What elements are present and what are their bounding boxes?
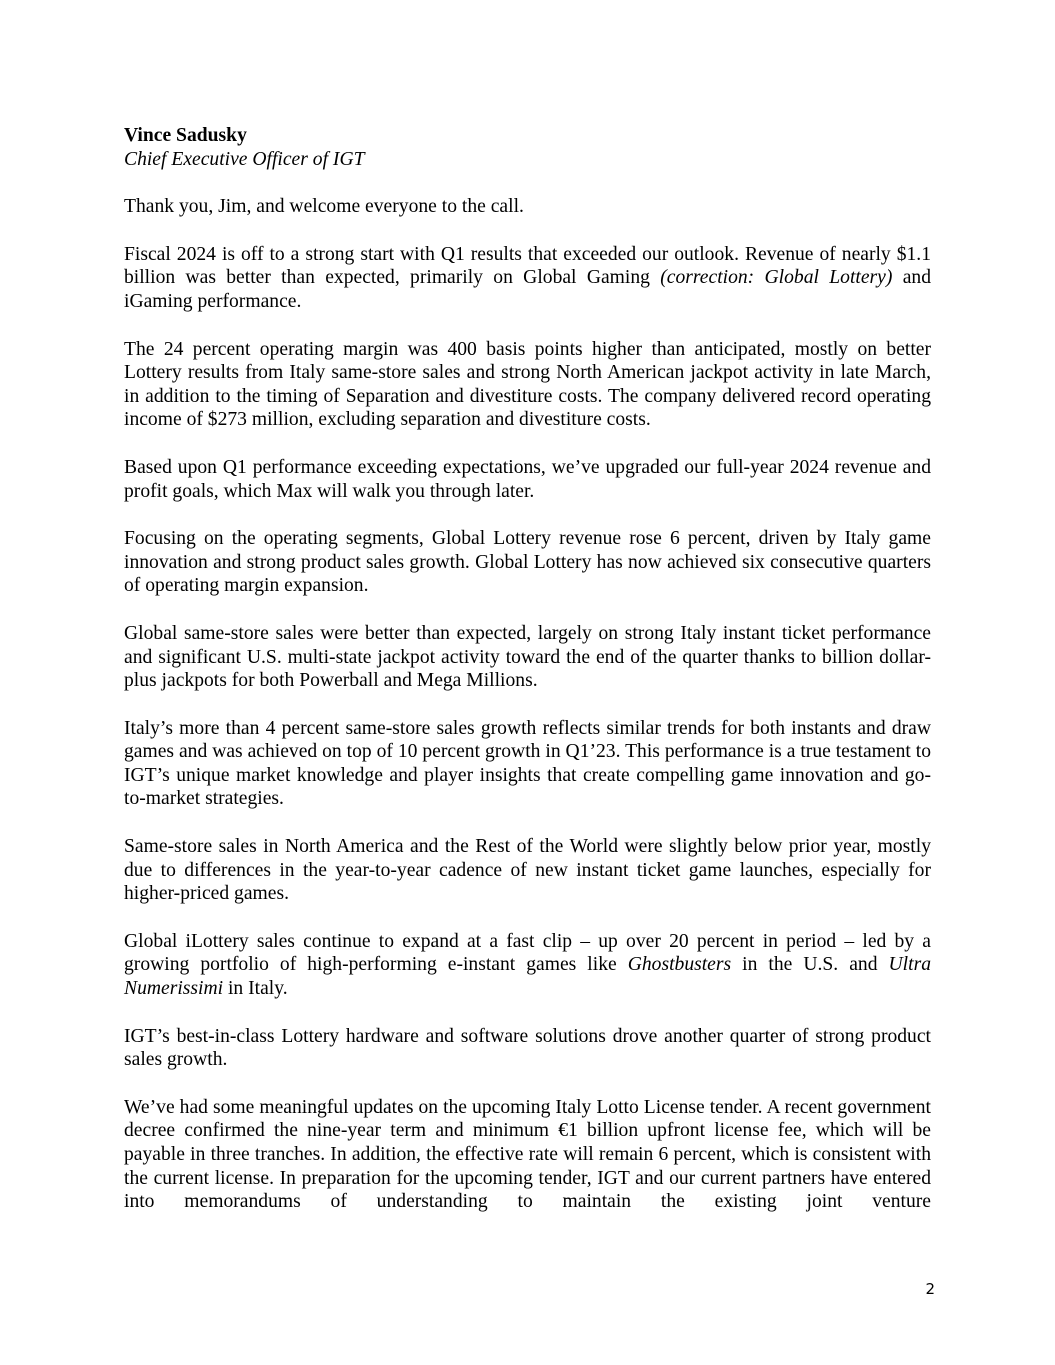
paragraph-ilottery-text: Global iLottery sales continue to expand at a fast clip – up over 20 percent in period – led by a growing portfolio of high-performing e-instant games like <box>124 930 931 976</box>
paragraph-upgraded-goals: Based upon Q1 performance exceeding expectations, we’ve upgraded our full-year 2024 revenue and profit goals, which Max will walk you through later. <box>124 456 931 502</box>
speaker-title: Chief Executive Officer of IGT <box>124 148 365 170</box>
page-number: 2 <box>925 1280 935 1298</box>
paragraph-greeting: Thank you, Jim, and welcome everyone to the call. <box>124 196 524 218</box>
paragraph-ilottery <box>124 930 931 1001</box>
game-title-ultra-numerissimi: Ultra Numerissimi <box>124 954 931 1000</box>
correction-note: (correction: Global Lottery) <box>660 267 893 289</box>
paragraph-ilottery-mid: in the U.S. and <box>731 954 889 976</box>
paragraph-italy-lotto-license: We’ve had some meaningful updates on the upcoming Italy Lotto License tender. A recent government decree confirmed the nine-year term and minimum €1 billion upfront license fee, which will be payable in three tranches. In addition, the effective rate will remain 6 percent, which is consistent with the current license. In preparation for the upcoming tender, IGT and our current partners have entered into memorandums of understanding to maintain the existing joint venture <box>124 1096 931 1213</box>
paragraph-operating-margin: The 24 percent operating margin was 400 basis points higher than anticipated, mostly on better Lottery results from Italy same-store sales and strong North American jackpot activity in late March, in addition to the timing of Separation and divestiture costs. The company delivered record operating income of $273 million, excluding separation and divestiture costs. <box>124 338 931 431</box>
paragraph-hardware-software: IGT’s best-in-class Lottery hardware and software solutions drove another quarter of strong product sales growth. <box>124 1025 931 1071</box>
game-title-ghostbusters: Ghostbusters <box>627 954 732 976</box>
paragraph-fiscal-2024-text: Fiscal 2024 is off to a strong start with Q1 results that exceeded our outlook. Revenue of nearly $1.1 billion was better than expected, primarily on Global Gaming <box>124 243 931 289</box>
paragraph-north-america: Same-store sales in North America and the Rest of the World were slightly below prior year, mostly due to differences in the year-to-year cadence of new instant ticket game launches, especially for higher-priced games. <box>124 836 931 905</box>
paragraph-italy-growth: Italy’s more than 4 percent same-store sales growth reflects similar trends for both instants and draw games and was achieved on top of 10 percent growth in Q1’23. This performance is a true testament to IGT’s unique market knowledge and player insights that create compelling game innovation and go-to-market strategies. <box>124 717 931 810</box>
speaker-name: Vince Sadusky <box>124 125 247 146</box>
paragraph-same-store-sales: Global same-store sales were better than expected, largely on strong Italy instant ticket performance and significant U.S. multi-state jackpot activity toward the end of the quarter thanks to billion dollar-plus jackpots for both Powerball and Mega Millions. <box>124 622 931 692</box>
paragraph-ilottery-end: in Italy. <box>223 978 288 1000</box>
paragraph-fiscal-2024-end: and iGaming performance. <box>124 267 931 312</box>
document-page <box>124 124 931 1238</box>
paragraph-operating-segments: Focusing on the operating segments, Global Lottery revenue rose 6 percent, driven by Italy game innovation and strong product sales growth. Global Lottery has now achieved six consecutive quarters of operating margin expansion. <box>124 528 931 597</box>
paragraph-fiscal-2024 <box>124 243 931 314</box>
